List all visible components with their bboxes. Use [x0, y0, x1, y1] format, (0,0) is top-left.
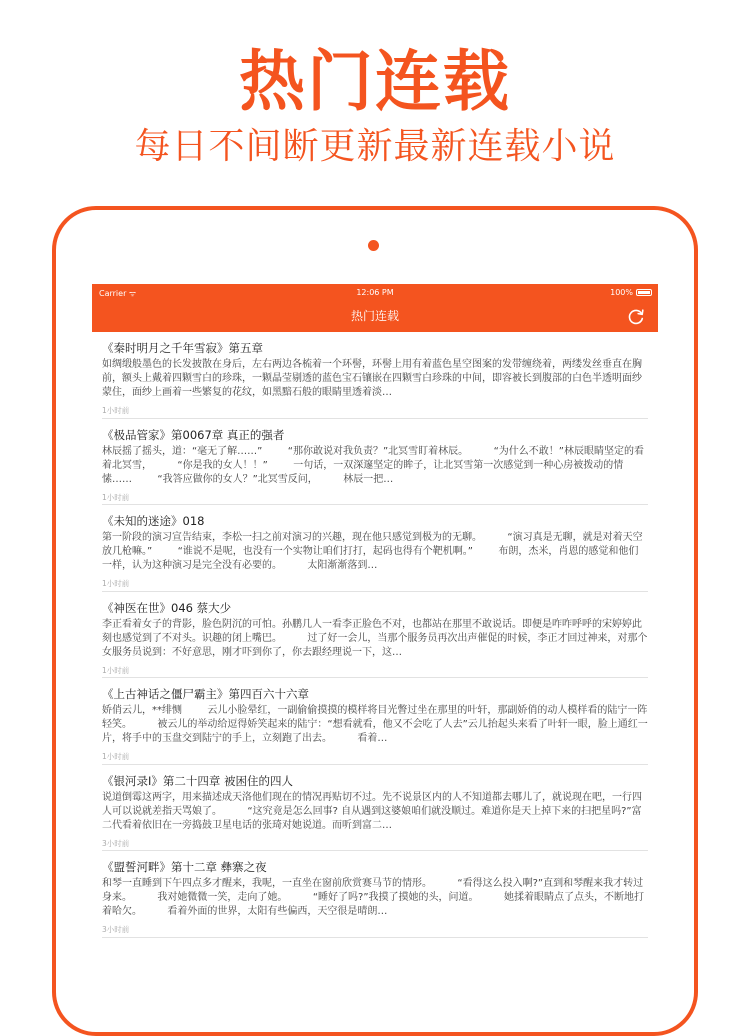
list-item[interactable]: [102, 592, 648, 679]
battery-percent: 100%: [610, 288, 633, 297]
list-item[interactable]: [102, 332, 648, 419]
list-item[interactable]: [102, 505, 648, 592]
item-excerpt: 林辰摇了摇头，道：“毫无了解……” “那你敢说对我负责？”北冥雪盯着林辰。 “为什么不敢！”林辰眼睛坚定的看着北冥雪， “你是我的女人！！” 一句话，一双深邃坚定的眸子，让北冥雪第一次感觉到一种心房被拨动的情愫…… “我答应做你的女人？”北冥雪反问， 林辰一把…: [102, 445, 644, 485]
carrier-label: Carrier ᯤ: [99, 289, 137, 298]
item-excerpt: 说道倒霉这两字，用来描述成天洛他们现在的情况再贴切不过。先不说景区内的人不知道都去哪儿了，就说现在吧，一行四人可以说就差指天骂娘了。 “这究竟是怎么回事? 自从遇到这婆娘咱们就没顺过。难道你是天上掉下来的扫把星吗?”富二代看着依旧在一旁捣鼓卫星电话的张琦对她说道。而听到富二…: [102, 791, 642, 831]
promo-subtitle: 每日不间断更新最新连载小说: [134, 126, 616, 167]
item-excerpt: 李正看着女子的背影，脸色阴沉的可怕。孙鹏几人一看李正脸色不对，也都站在那里不敢说话。即便是咋咋呼呼的宋婷婷此刻也感觉到了不对头。识趣的闭上嘴巴。 过了好一会儿，当那个服务员再次出声催促的时候，李正才回过神来，对那个女服务员说到：不好意思，刚才吓到你了，你去跟经理说一下，这…: [102, 618, 648, 658]
status-bar: [92, 284, 658, 302]
list-item[interactable]: [102, 851, 648, 938]
item-time: 1小时前: [102, 579, 130, 588]
item-time: 1小时前: [102, 752, 130, 761]
tablet-camera: [368, 240, 379, 251]
item-time: 1小时前: [102, 492, 130, 502]
nav-title: 热门连载: [350, 309, 399, 323]
item-title: 《秦时明月之千年雪寂》第五章: [102, 341, 263, 355]
item-title: 《神医在世》046 蔡大少: [102, 600, 232, 615]
item-excerpt: 如绸缎般墨色的长发披散在身后，左右两边各梳着一个环髻，环髻上用有着蓝色星空图案的发带缠绕着，两缕发丝垂直在胸前，额头上戴着四颗雪白的珍珠，一颗晶莹剔透的蓝色宝石镶嵌在四颗雪白珍珠的中间，即容被长到腹部的白色半透明面纱蒙住，面纱上画着一些繁复的花纹，如黑黯石般的眼睛里透着淡…: [102, 359, 642, 398]
item-excerpt: 第一阶段的演习宣告结束，李松一扫之前对演习的兴趣，现在他只感觉到极为的无聊。 “演习真是无聊，就是对着天空放几枪嘛。” “谁说不是呢，也没有一个实物让咱们打打，起码也得有个靶机啊。” 布朗，杰米，肖恩的感觉和他们一样，认为这种演习是完全没有必要的。 太阳渐渐落到…: [102, 532, 643, 571]
item-title: 《上古神话之僵尸霸主》第四百六十六章: [102, 687, 309, 701]
item-title: 《盟誓河畔》第十二章 彝寨之夜: [102, 860, 267, 874]
item-title: 《极品管家》第0067章 真正的强者: [102, 427, 285, 442]
item-title: 《银河录I》第二十四章 被困住的四人: [102, 773, 294, 788]
item-excerpt: 娇俏云儿，**绯恻 云儿小脸晕红，一副偷偷摸摸的模样将目光瞥过坐在那里的叶轩，那副娇俏的动人模样看的陆宁一阵轻笑。 被云儿的举动给逗得娇笑起来的陆宁：“想看就看，他又不会吃了人去”云儿抬起头来看了叶轩一眼，脸上通红一片，将手中的玉盘交到陆宁的手上，立刻跑了出去。 看着…: [102, 705, 648, 744]
list-item[interactable]: [102, 765, 648, 852]
list-item[interactable]: [102, 678, 648, 765]
item-time: 1小时前: [102, 406, 130, 415]
list-item[interactable]: [102, 419, 648, 506]
item-time: 1小时前: [102, 665, 130, 675]
item-time: 3小时前: [102, 925, 130, 934]
battery-icon: [636, 289, 652, 296]
promo-title: 热门连载: [239, 43, 511, 120]
item-excerpt: 和琴一直睡到下午四点多才醒来，我呢，一直坐在窗前欣赏赛马节的情形。 “看得这么投入啊?”直到和琴醒来我才转过身来。 我对她微微一笑，走向了她。 “睡好了吗?”我摸了摸她的头，问道。 她揉着眼睛点了点头，不断地打着哈欠。 看着外面的世界，太阳有些偏西，天空很是晴朗…: [102, 878, 644, 917]
refresh-icon[interactable]: [626, 307, 646, 327]
item-time: 3小时前: [102, 838, 130, 848]
novel-list: [92, 332, 658, 938]
battery-indicator: [610, 288, 652, 297]
nav-bar: [92, 302, 658, 332]
item-title: 《未知的迷途》018: [102, 514, 205, 528]
status-time: 12:06 PM: [356, 288, 394, 297]
app-screen: [92, 284, 658, 1000]
